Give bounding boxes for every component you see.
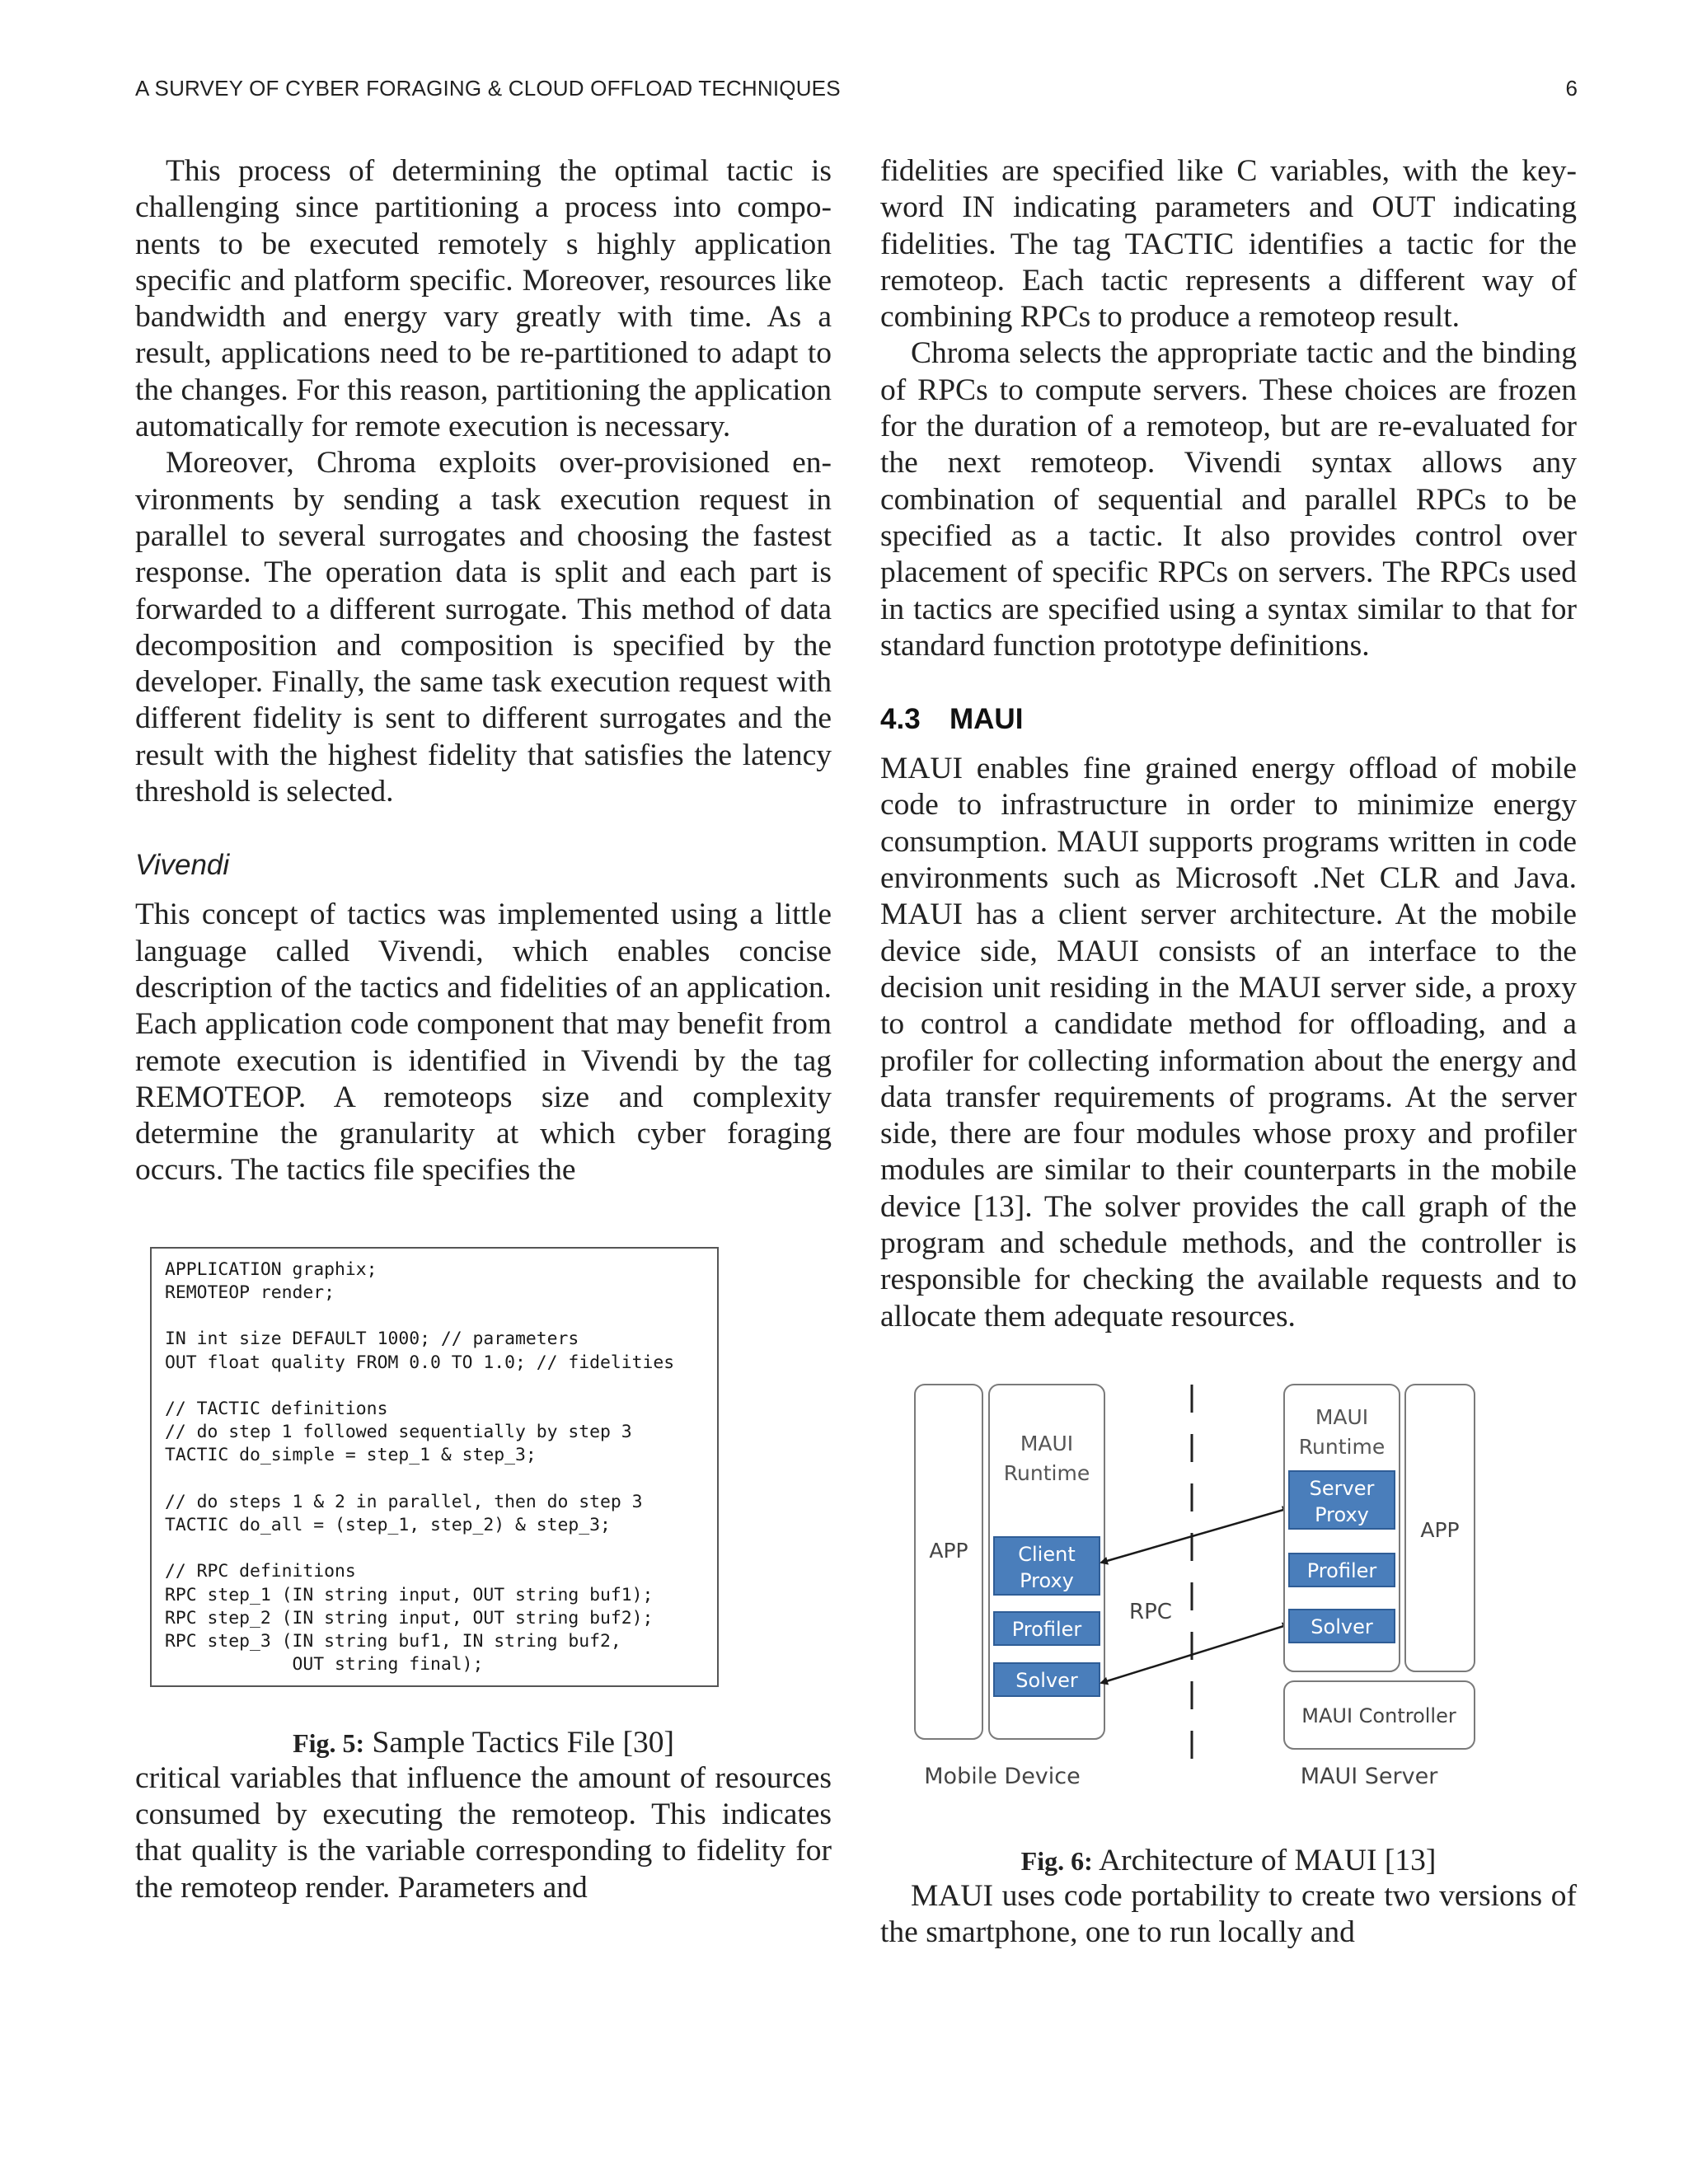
code-line: // do step 1 followed sequentially by step 3 [165,1422,632,1443]
code-line: TACTIC do_simple = step_1 & step_3; [165,1445,537,1466]
figure-label: Fig. 6: [1020,1845,1093,1876]
figure-5-caption [135,1725,832,1760]
runtime-right-label-1: MAUI [1315,1404,1369,1429]
proxy-rpc-arrow [1101,1508,1289,1563]
paragraph: Chroma selects the appropriate tactic and the binding of RPCs to compute servers. These choices are frozen for the duration of a remoteop, but are re-evaluated for the next remoteop. Vivendi syntax allows any combination of sequential and parallel RPCs to be specified as a tactic. It also provides control over placement of specific RPCs on servers. The RPCs used in tactics are specified using a syntax similar to that for standard function prototype definitions. [880,336,1577,663]
figure-caption-text: Architecture of MAUI [13] [1099,1843,1437,1877]
right-column [880,153,1577,1952]
code-line: RPC step_3 (IN string buf1, IN string buf2, [165,1630,621,1652]
figure-6-caption [880,1843,1577,1878]
solver-rpc-arrow [1101,1624,1289,1683]
tactics-file-listing [150,1247,719,1687]
profiler-left-label: Profiler [1011,1617,1082,1641]
maui-diagram-svg [880,1375,1577,1803]
figure-caption-text: Sample Tactics File [30] [372,1725,674,1760]
code-line: REMOTEOP render; [165,1282,335,1303]
code-line: OUT float quality FROM 0.0 TO 1.0; // fidelities [165,1352,675,1373]
rpc-label: RPC [1129,1599,1172,1624]
client-proxy-label-1: Client [1018,1542,1076,1566]
server-proxy-label-2: Proxy [1315,1502,1369,1526]
section-number: 4.3 [880,703,921,736]
runtime-right-label-2: Runtime [1298,1434,1386,1459]
figure-label: Fig. 5: [293,1727,365,1758]
server-proxy-label-1: Server [1309,1476,1375,1500]
code-line: IN int size DEFAULT 1000; // parameters [165,1329,579,1350]
section-heading-maui [880,703,1577,736]
paragraph: critical variables that influence the amount of resources consumed by executing the remoteop. This indicates that quality is the variable corresponding to fidelity for the remoteop render. Parameters and [135,1760,832,1905]
code-line: // RPC definitions [165,1561,356,1582]
solver-right-label: Solver [1311,1615,1373,1638]
page-number: 6 [1565,76,1578,101]
app-left-label: APP [929,1538,968,1563]
paragraph: MAUI enables fine grained energy offload of mobile code to infrastructure in order to minimize energy consumption. MAUI supports programs written in code environments such as Microsoft .Net CLR and Java. MAUI has a client server architecture. At the mobile device side, MAUI consists of an interface to the decision unit residing in the MAUI server side, a proxy to control a candidate method for offloading, and a profiler for collecting information about the energy and data transfer requirements of programs. At the server side, there are four modules whose proxy and profiler modules are similar to their counterparts in the mobile device [13]. The solver provides the call graph of the program and schedule methods, and the controller is responsible for checking the available requests and to allocate them adequate resources. [880,752,1577,1333]
mobile-device-label: Mobile Device [924,1763,1081,1789]
client-proxy-label-2: Proxy [1020,1568,1074,1592]
section-title: MAUI [950,703,1024,736]
paragraph: MAUI uses code portability to create two versions of the smartphone, one to run locally and [880,1878,1577,1950]
profiler-right-label: Profiler [1306,1558,1377,1582]
app-right-label: APP [1420,1517,1460,1542]
paragraph: This concept of tactics was implemented using a little language called Vivendi, which enables concise description of the tactics and fidelities of an application. Each application code component that may benefit from remote execution is identified in Vivendi by the tag REMOTEOP. A remoteops size and complexity determine the granularity at which cyber foraging occurs. The tactics file specifies the [135,898,832,1188]
code-line: RPC step_1 (IN string input, OUT string buf1); [165,1584,654,1605]
code-line: TACTIC do_all = (step_1, step_2) & step_3; [165,1514,611,1535]
subheading-vivendi: Vivendi [135,849,230,882]
code-line: RPC step_2 (IN string input, OUT string buf2); [165,1607,654,1629]
runtime-left-label-1: MAUI [1020,1431,1074,1455]
maui-controller-label: MAUI Controller [1301,1704,1456,1727]
maui-architecture-diagram [880,1375,1577,1803]
paragraph: Moreover, Chroma exploits over-provisioned environments by sending a task execution request in parallel to several surrogates and choosing the fastest response. The operation data is split and each part is forwarded to a different surrogate. This method of data decomposition and composition is specified by the developer. Finally, the same task execution request with different fidelity is sent to different surrogates and the result with the highest fidelity that satisfies the latency threshold is selected. [135,446,832,809]
running-header: A SURVEY OF CYBER FORAGING & CLOUD OFFLOAD TECHNIQUES [135,76,841,101]
code-listing [165,1258,717,1677]
runtime-left-label-2: Runtime [1003,1460,1090,1485]
code-line: APPLICATION graphix; [165,1258,377,1280]
maui-server-label: MAUI Server [1300,1763,1438,1789]
paragraph: fidelities are specified like C variables, with the keyword IN indicating parameters and OUT indicating fidelities. The tag TACTIC identifies a tactic for the remoteop. Each tactic represents a different way of combining RPCs to produce a remoteop result. [880,154,1577,335]
left-column [135,153,832,1906]
solver-left-label: Solver [1015,1668,1078,1692]
code-line: // do steps 1 & 2 in parallel, then do step 3 [165,1491,643,1512]
paragraph: This process of determining the optimal tactic is challenging since partitioning a process into components to be executed remotely s highly application specific and platform specific. Moreover, resources like bandwidth and energy vary greatly with time. As a result, applications need to be re-partitioned to adapt to the changes. For this reason, partitioning the application automatically for remote execution is necessary. [135,154,832,444]
code-line: // TACTIC definitions [165,1398,388,1419]
code-line: OUT string final); [165,1654,484,1675]
